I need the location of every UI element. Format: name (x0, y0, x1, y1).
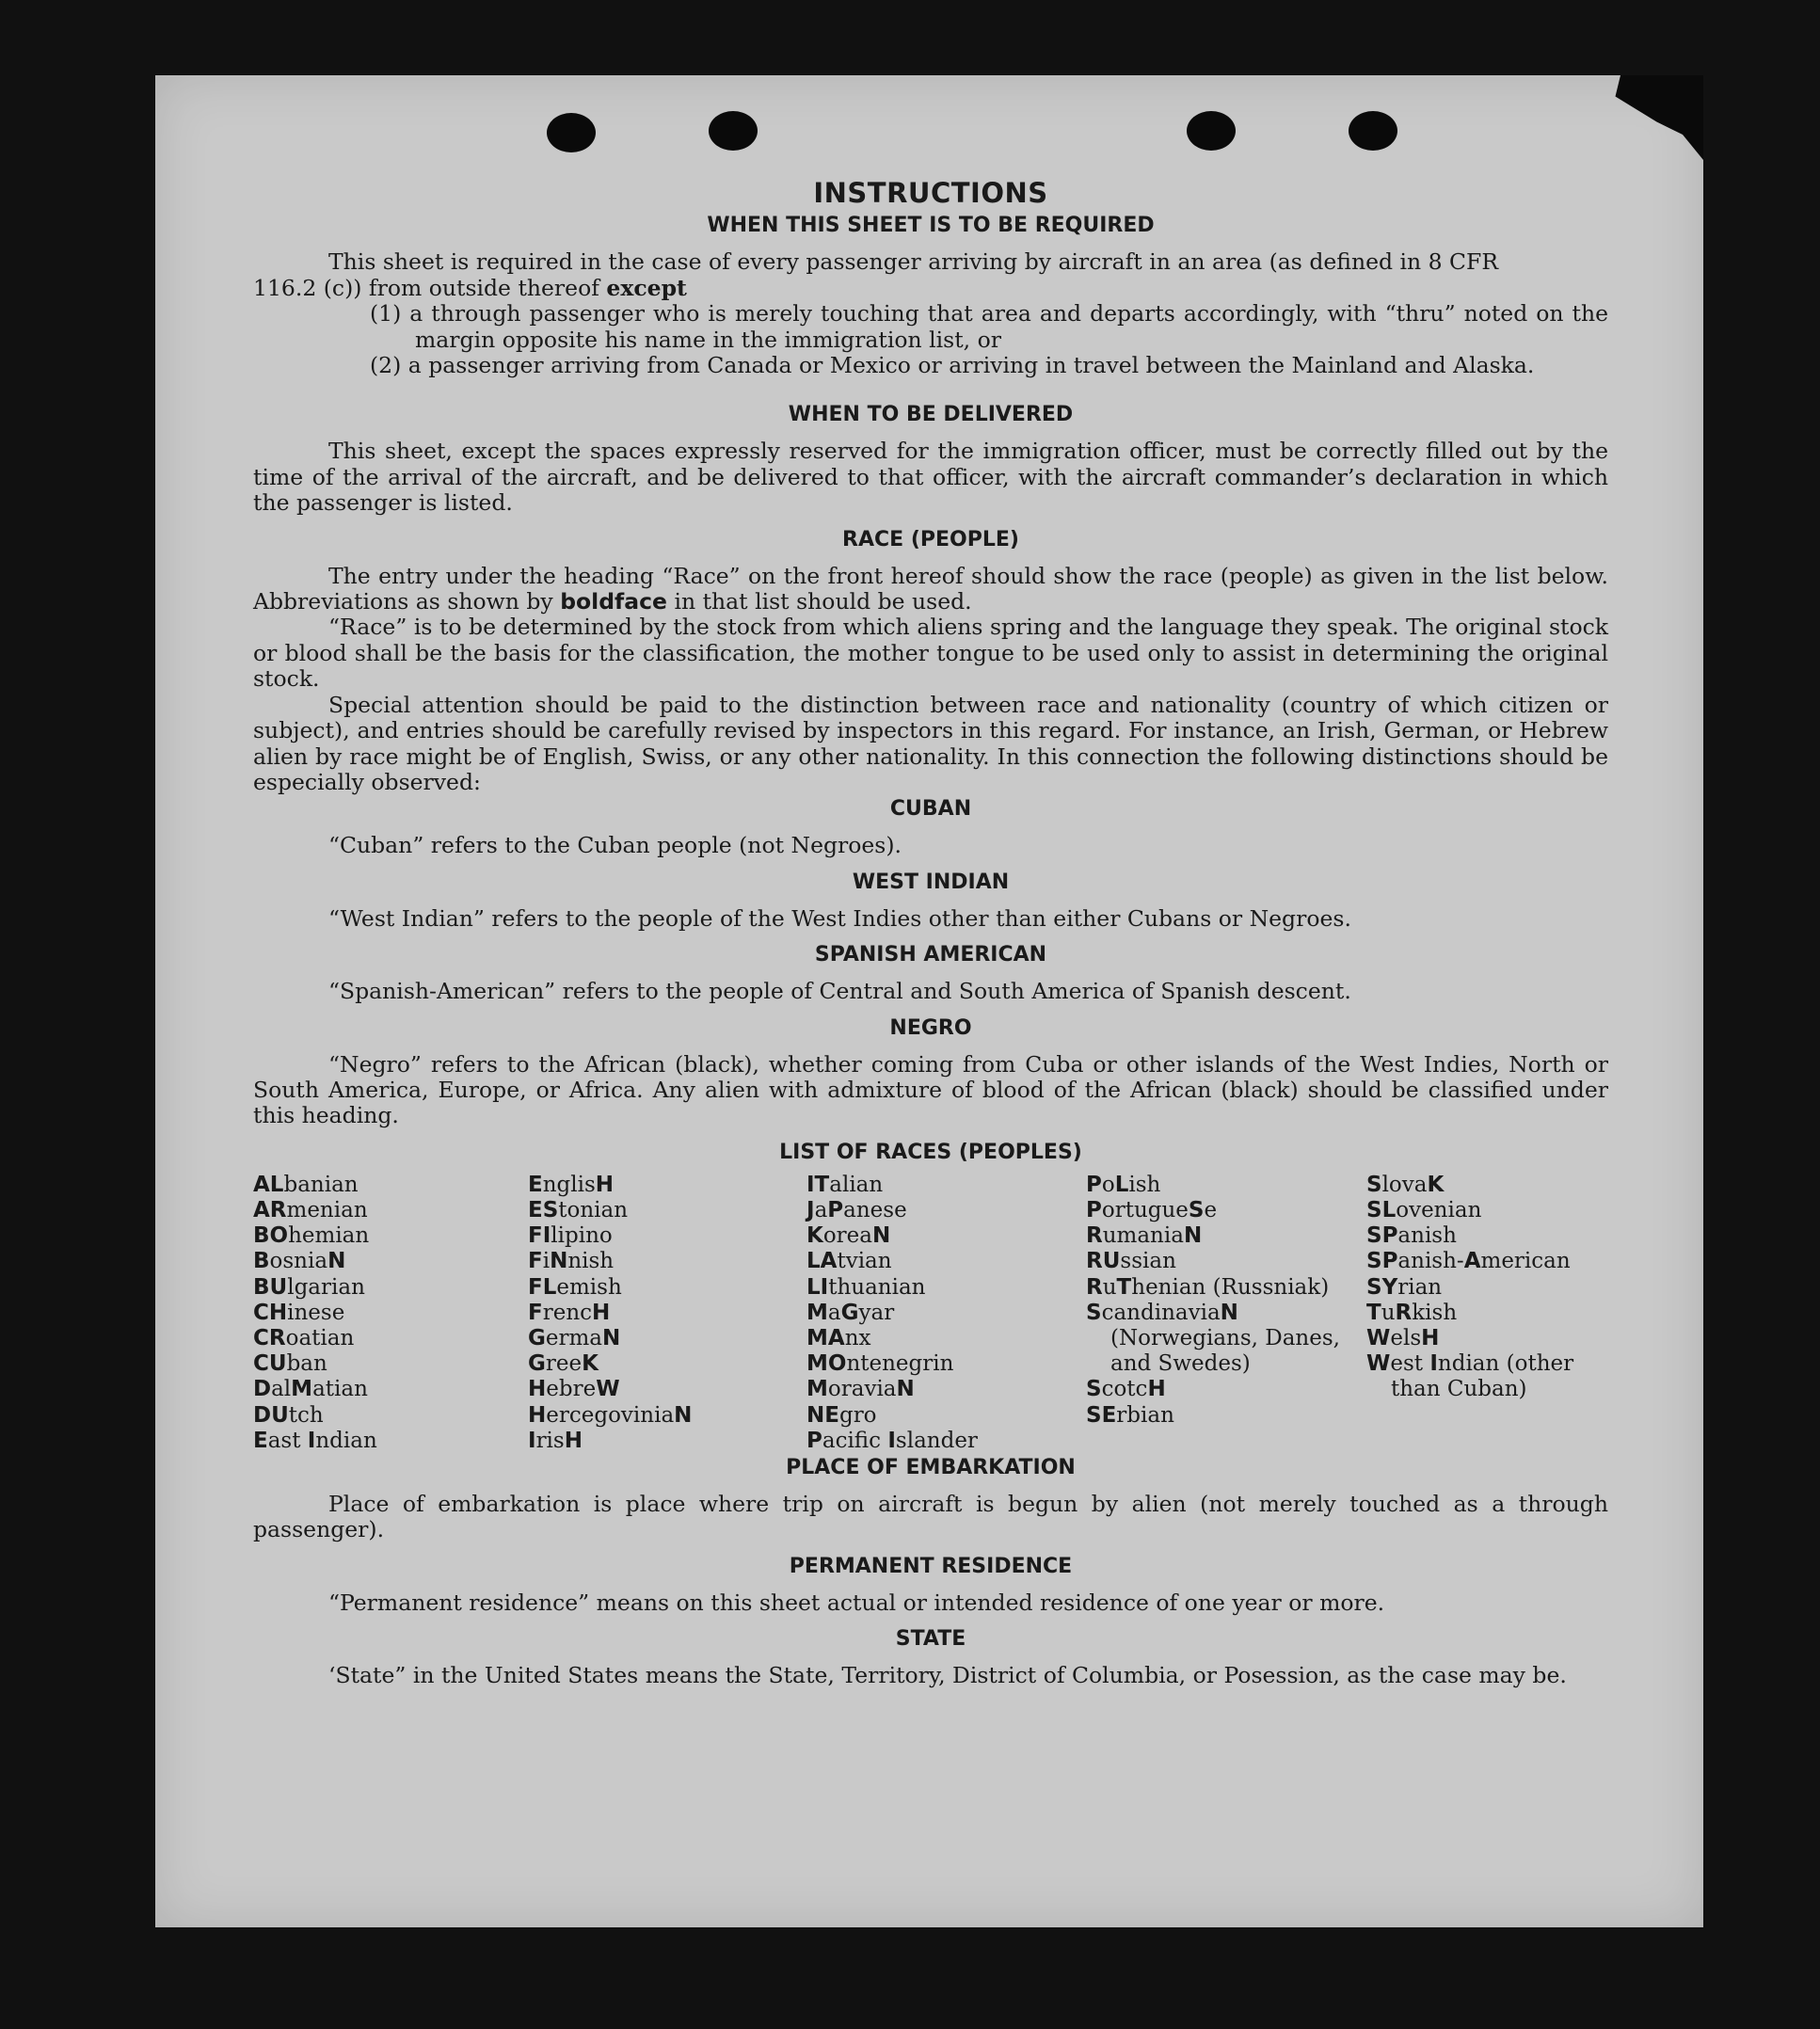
section-heading-embarkation: PLACE OF EMBARKATION (786, 1455, 1076, 1479)
required-intro: This sheet is required in the case of every passenger arriving by aircraft in an area (as defined in 8 CFR (328, 248, 1499, 276)
section-heading-west-indian: WEST INDIAN (852, 870, 1010, 894)
race-entry: SLovenian (1366, 1197, 1482, 1222)
race-entry: RuThenian (Russniak) (1086, 1274, 1330, 1300)
torn-corner (1600, 75, 1703, 160)
races-column (528, 1173, 806, 1454)
race-entry: ITalian (806, 1172, 884, 1197)
races-column (1086, 1173, 1366, 1454)
section-heading-residence: PERMANENT RESIDENCE (789, 1554, 1073, 1578)
race-entry: LAtvian (806, 1249, 892, 1274)
residence-text: “Permanent residence” means on this sheet actual or intended residence of one year or more. (328, 1589, 1385, 1616)
race-entry: East Indian (253, 1428, 377, 1453)
race-entry: ARmenian (253, 1197, 368, 1222)
west-indian-text: “West Indian” refers to the people of the West Indies other than either Cubans or Negroes. (328, 904, 1351, 932)
race-entry: HebreW (528, 1377, 620, 1402)
race-entry: EnglisH (528, 1172, 615, 1197)
instructions-content (253, 177, 1608, 1689)
races-column (1366, 1173, 1611, 1454)
race-entry: NEgro (806, 1402, 877, 1428)
punch-hole (1187, 111, 1236, 151)
negro-text: “Negro” refers to the African (black), whether coming from Cuba or other islands of the West Indies, North or South America, Europe, or Africa. Any alien with admixture of blood of the African (black) should be classified under this heading. (253, 1050, 1608, 1129)
race-entry: CRoatian (253, 1325, 355, 1350)
race-entry: West Indian (other than Cuban) (1366, 1351, 1574, 1402)
race-entry: MOntenegrin (806, 1351, 954, 1377)
race-entry: FLemish (528, 1274, 622, 1300)
section-heading-negro: NEGRO (889, 1015, 972, 1040)
race-entry: FiNnish (528, 1249, 615, 1274)
punch-hole (1349, 111, 1397, 151)
race-entry: RumaniaN (1086, 1223, 1203, 1249)
race-entry: SlovaK (1366, 1172, 1445, 1197)
race-entry: JaPanese (806, 1197, 907, 1222)
race-entry: HercegoviniaN (528, 1402, 693, 1428)
section-heading-state: STATE (895, 1627, 966, 1652)
races-column (806, 1173, 1086, 1454)
race-paragraph-2: “Race” is to be determined by the stock from which aliens spring and the language they speak. The original stock or blood shall be the basis for the classification, the mother tongue to be used only to assist in determining the original stock. (253, 614, 1608, 693)
race-paragraph-3: Special attention should be paid to the distinction between race and nationality (country of which citizen or subject), and entries should be carefully revised by inspectors in this regard. For instance, an Irish, German, or Hebrew alien by race might be of English, Swiss, or any other nationality. In this connection the following distinctions should be especially observed: (253, 691, 1608, 795)
races-column (253, 1173, 528, 1454)
races-list (253, 1173, 1608, 1454)
embarkation-text: Place of embarkation is place where trip on aircraft is begun by alien (not merely touched as a through passenger). (253, 1490, 1608, 1543)
race-entry: LIthuanian (806, 1274, 926, 1300)
race-entry: BOhemian (253, 1223, 370, 1249)
required-item-2: (2) a passenger arriving from Canada or Mexico or arriving in travel between the Mainland and Alaska. (370, 352, 1535, 379)
required-intro-cont: 116.2 (c)) from outside thereof except (253, 274, 687, 301)
spanish-american-text: “Spanish-American” refers to the people of Central and South America of Spanish descent. (328, 978, 1351, 1005)
race-entry: PortugueSe (1086, 1197, 1218, 1222)
race-entry: WelsH (1366, 1325, 1440, 1350)
punch-hole (709, 111, 758, 151)
race-entry: BUlgarian (253, 1274, 365, 1300)
section-heading-required: WHEN THIS SHEET IS TO BE REQUIRED (707, 214, 1155, 238)
race-paragraph-1: The entry under the heading “Race” on the front hereof should show the race (people) as given in the list below. Abbreviations as shown by boldface in that list should be used. (253, 562, 1608, 615)
race-entry: CHinese (253, 1300, 345, 1325)
page-title: INSTRUCTIONS (813, 177, 1048, 209)
race-entry: ALbanian (253, 1172, 359, 1197)
race-entry: IrisH (528, 1428, 583, 1453)
race-entry: BosniaN (253, 1249, 346, 1274)
race-entry: Pacific Islander (806, 1428, 978, 1453)
race-entry: ScotcH (1086, 1377, 1166, 1402)
required-item-1: (1) a through passenger who is merely touching that area and departs accordingly, with “thru” noted on the margin opposite his name in the immigration list, or (370, 300, 1608, 353)
race-entry: MoraviaN (806, 1377, 915, 1402)
race-entry: GreeK (528, 1351, 599, 1377)
delivered-text: This sheet, except the spaces expressly reserved for the immigration officer, must be correctly filled out by the time of the arrival of the aircraft, and be delivered to that officer, with the aircraft commander’s declaration in which the passenger is listed. (253, 438, 1608, 517)
race-entry: EStonian (528, 1197, 629, 1222)
section-heading-cuban: CUBAN (889, 797, 972, 822)
section-heading-list-of-races: LIST OF RACES (PEOPLES) (779, 1140, 1082, 1164)
cuban-text: “Cuban” refers to the Cuban people (not Negroes). (328, 832, 902, 859)
race-entry: SYrian (1366, 1274, 1443, 1300)
race-entry: GermaN (528, 1325, 621, 1350)
document-page (155, 75, 1703, 1927)
punch-hole (547, 113, 596, 152)
race-entry: SPanish-American (1366, 1249, 1571, 1274)
race-entry: FrencH (528, 1300, 611, 1325)
race-entry: DUtch (253, 1402, 324, 1428)
race-entry: CUban (253, 1351, 327, 1377)
race-entry: MAnx (806, 1325, 871, 1350)
state-text: ‘State” in the United States means the State, Territory, District of Columbia, or Posession, as the case may be. (328, 1662, 1567, 1689)
race-entry: TuRkish (1366, 1300, 1458, 1325)
section-heading-spanish-american: SPANISH AMERICAN (814, 943, 1047, 967)
race-entry: ScandinaviaN (Norwegians, Danes, and Swedes) (1086, 1300, 1340, 1377)
race-entry: SPanish (1366, 1223, 1457, 1249)
section-heading-delivered: WHEN TO BE DELIVERED (788, 403, 1074, 427)
race-entry: PoLish (1086, 1172, 1161, 1197)
race-entry: FIlipino (528, 1223, 613, 1249)
race-entry: KoreaN (806, 1223, 891, 1249)
section-heading-race: RACE (PEOPLE) (842, 527, 1019, 551)
race-entry: SErbian (1086, 1402, 1174, 1428)
race-entry: RUssian (1086, 1249, 1176, 1274)
race-entry: DalMatian (253, 1377, 368, 1402)
race-entry: MaGyar (806, 1300, 895, 1325)
